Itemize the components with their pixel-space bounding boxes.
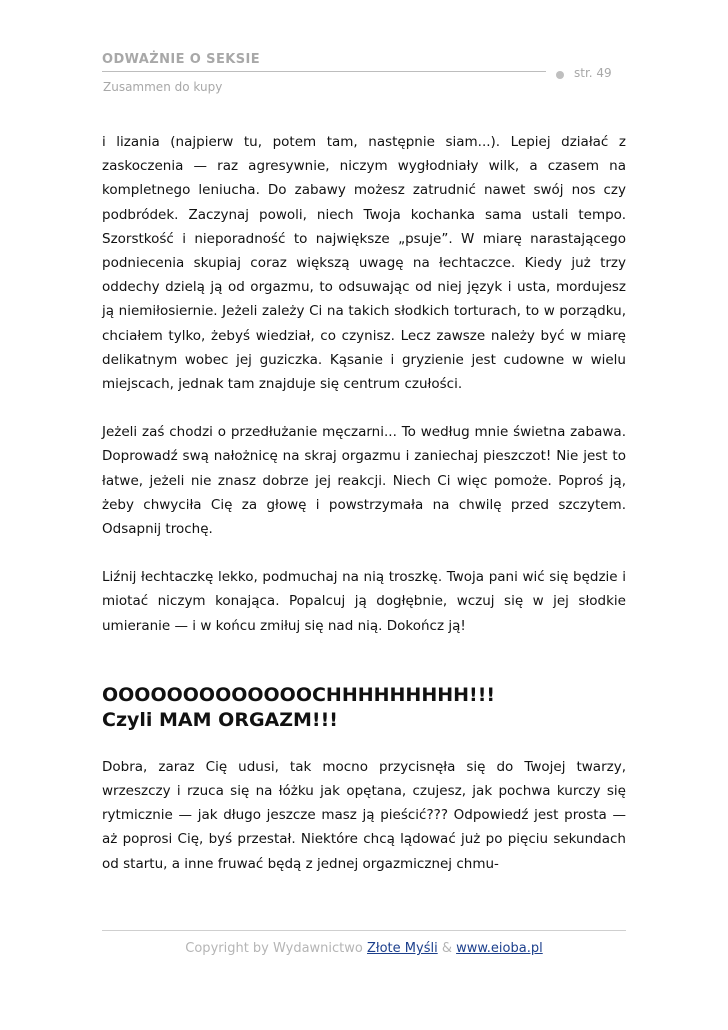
paragraph-2: Jeżeli zaś chodzi o przedłużanie męczarni... To według mnie świetna zabawa. Doprowadź swą nałożnicę na skraj orgazmu i zaniechaj pieszczot! Nie jest to łatwe, jeżeli nie znasz dobrze jej reakcji. Niech Ci więc pomoże. Poproś ją, żeby chwyciła Cię za głowę i powstrzymała na chwilę przed szczytem. Odsapnij trochę. <box>102 424 626 538</box>
section-heading-line-2: Czyli MAM ORGAZM!!! <box>102 708 338 731</box>
footer-separator: & <box>437 941 457 956</box>
publisher-link[interactable]: Złote Myśli <box>367 941 438 956</box>
paragraph-1: i lizania (najpierw tu, potem tam, następnie siam...). Lepiej działać z zaskoczenia — raz agresywnie, niczym wygłodniały wilk, a czasem na kompletnego leniucha. Do zabawy możesz zatrudnić nawet swój nos czy podbródek. Zaczynaj powoli, niech Twoja kochanka sama ustali tempo. Szorstkość i nieporadność to największe „psuje”. W miarę narastającego podniecenia skupiaj coraz większą uwagę na łechtaczce. Kiedy już trzy oddechy dzielą ją od orgazmu, to odsuwając od niej język i usta, mordujesz ją niemiłosiernie. Jeżeli zależy Ci na takich słodkich torturach, to w porządku, chciałem tylko, żebyś wiedział, co czynisz. Lecz zawsze należy być w miarę delikatnym wobec jej guziczka. Kąsanie i gryzienie jest cudowne w wielu miejscach, jednak tam znajduje się centrum czułości. <box>102 134 626 393</box>
paragraph-3: Liźnij łechtaczkę lekko, podmuchaj na nią troszkę. Twoja pani wić się będzie i miotać niczym konająca. Popalcuj ją dogłębnie, wczuj się w jej słodkie umieranie — i w końcu zmiłuj się nad nią. Dokończ ją! <box>102 569 626 634</box>
paragraph-4: Dobra, zaraz Cię udusi, tak mocno przycisnęła się do Twojej twarzy, wrzeszczy i rzuca się na łóżku jak opętana, czujesz, jak pochwa kurczy się rytmicznie — jak długo jeszcze masz ją pieścić??? Odpowiedź jest prosta — aż poprosi Cię, byś przestał. Niektóre chcą lądować już po pięciu sekundach od startu, a inne fruwać będą z jednej orgazmicznej chmu- <box>102 758 626 872</box>
copyright-text: Copyright by Wydawnictwo <box>185 941 367 956</box>
document-title: ODWAŻNIE O SEKSIE <box>102 52 260 67</box>
page-number: str. 49 <box>574 66 612 80</box>
website-link[interactable]: www.eioba.pl <box>456 941 543 956</box>
section-heading-line-1: OOOOOOOOOOOOOCHHHHHHHHH!!! <box>102 683 496 706</box>
footer <box>0 941 728 956</box>
header-divider <box>102 71 546 72</box>
section-heading <box>102 683 626 733</box>
chapter-subtitle: Zusammen do kupy <box>103 80 223 94</box>
page-body <box>102 130 626 876</box>
bullet-dot-icon <box>556 71 564 79</box>
footer-divider <box>102 930 626 931</box>
